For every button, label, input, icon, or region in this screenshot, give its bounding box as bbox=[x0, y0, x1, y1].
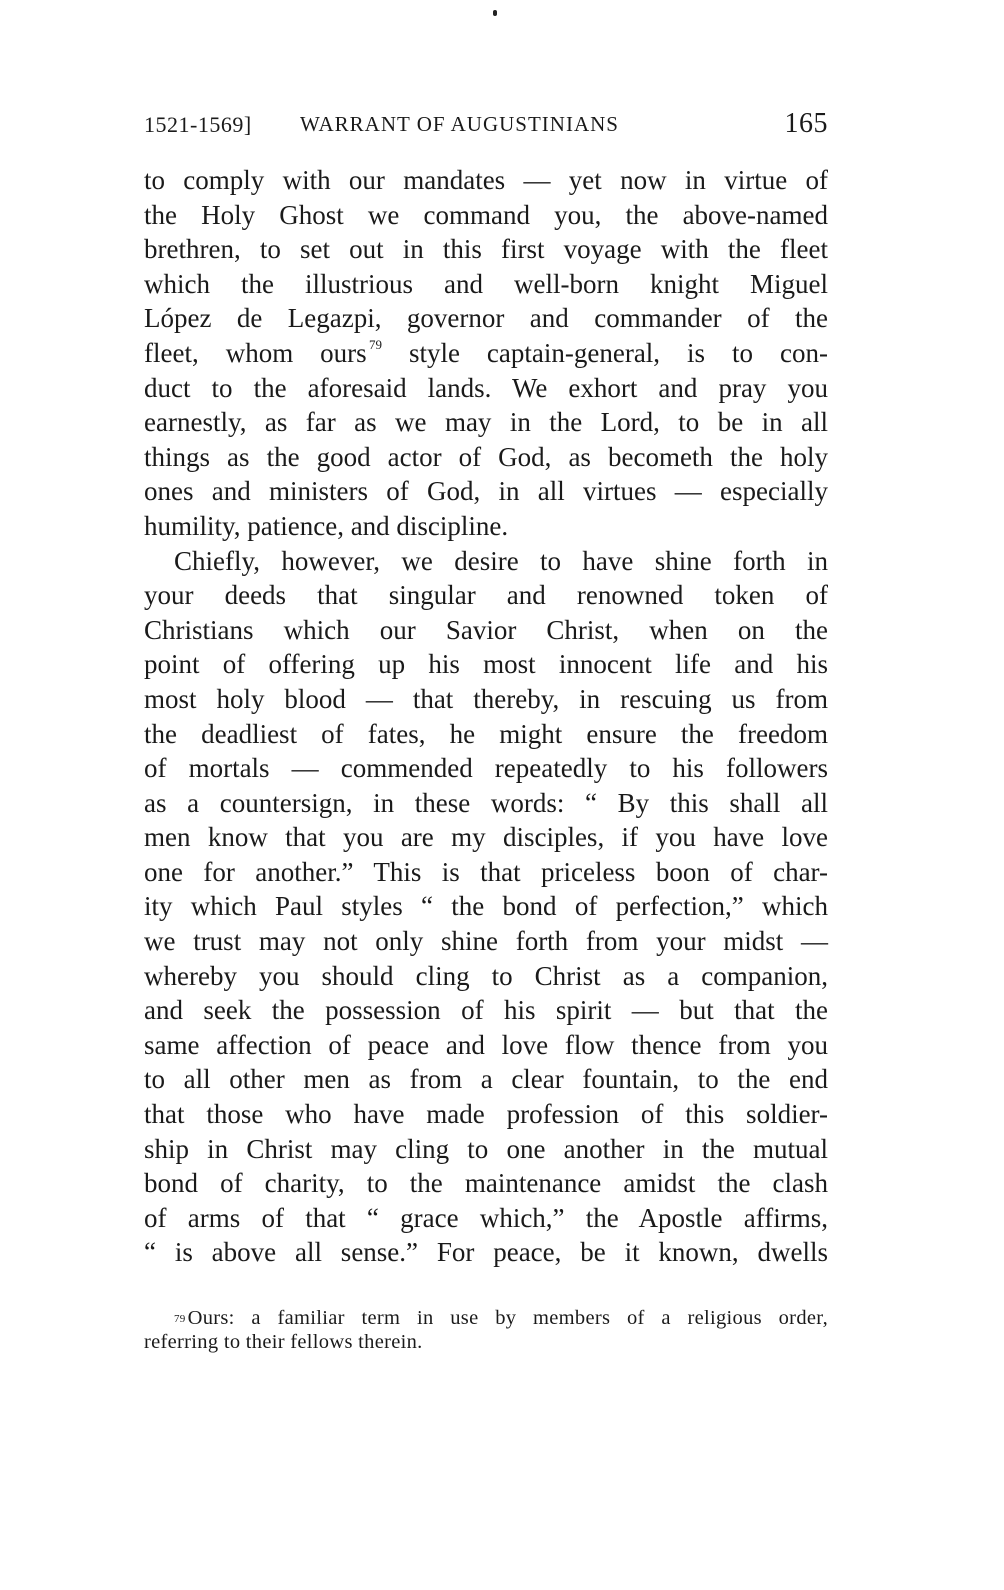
text-line: ship in Christ may cling to one another in the mutual bbox=[144, 1133, 828, 1164]
text-line: of mortals — commended repeatedly to his followers bbox=[144, 753, 828, 784]
running-title: WARRANT OF AUGUSTINIANS bbox=[300, 112, 619, 136]
text-line: of arms of that “ grace which,” the Apostle affirms, bbox=[144, 1202, 828, 1233]
text-line: most holy blood — that thereby, in rescuing us from bbox=[144, 683, 828, 714]
footnote-marker: 79 bbox=[174, 1313, 186, 1325]
text-line: your deeds that singular and renowned token of bbox=[144, 580, 828, 611]
page-number: 165 bbox=[784, 108, 828, 139]
text-line: the deadliest of fates, he might ensure the freedom bbox=[144, 718, 828, 749]
body-text bbox=[144, 163, 828, 1270]
text-line-with-footnote-ref bbox=[144, 336, 828, 371]
text-line: ones and ministers of God, in all virtues — especially bbox=[144, 476, 828, 507]
paragraph-start-line: Chiefly, however, we desire to have shine forth in bbox=[174, 545, 828, 576]
text-line: humility, patience, and discipline. bbox=[144, 510, 509, 541]
text-line: and seek the possession of his spirit — but that the bbox=[144, 995, 828, 1026]
text-line: whereby you should cling to Christ as a companion, bbox=[144, 960, 828, 991]
text-line: duct to the aforesaid lands. We exhort and pray you bbox=[144, 372, 828, 403]
text-line: same affection of peace and love flow thence from you bbox=[144, 1029, 828, 1060]
footnote-line: referring to their fellows therein. bbox=[144, 1331, 423, 1353]
text-line: earnestly, as far as we may in the Lord, to be in all bbox=[144, 407, 828, 438]
date-range: 1521-1569] bbox=[144, 112, 252, 137]
running-head bbox=[144, 106, 828, 142]
text-line: point of offering up his most innocent life and his bbox=[144, 649, 828, 680]
text-line: that those who have made profession of this soldier- bbox=[144, 1099, 828, 1130]
text-line: bond of charity, to the maintenance amidst the clash bbox=[144, 1168, 828, 1199]
footnote-text: Ours: a familiar term in use by members of a religious order, bbox=[187, 1307, 828, 1329]
footnote-reference: 79 bbox=[368, 336, 382, 352]
text-line: one for another.” This is that priceless boon of char- bbox=[144, 856, 828, 887]
text-line: things as the good actor of God, as becometh the holy bbox=[144, 441, 828, 472]
text-line: “ is above all sense.” For peace, be it known, dwells bbox=[144, 1237, 828, 1268]
text-line: López de Legazpi, governor and commander of the bbox=[144, 303, 828, 334]
print-speck bbox=[493, 10, 497, 16]
text-line: to all other men as from a clear fountain, to the end bbox=[144, 1064, 828, 1095]
text-line: to comply with our mandates — yet now in virtue of bbox=[144, 165, 828, 195]
footnote-line bbox=[144, 1306, 828, 1330]
text-fragment: style captain-general, is to con- bbox=[408, 337, 828, 368]
text-fragment: fleet, whom ours bbox=[144, 337, 367, 368]
text-line: as a countersign, in these words: “ By this shall all bbox=[144, 787, 828, 818]
text-line: which the illustrious and well-born knight Miguel bbox=[144, 268, 828, 299]
text-line: we trust may not only shine forth from your midst — bbox=[144, 926, 828, 957]
text-line: men know that you are my disciples, if you have love bbox=[144, 822, 828, 853]
text-line: brethren, to set out in this first voyage with the fleet bbox=[144, 234, 828, 265]
text-line: ity which Paul styles “ the bond of perfection,” which bbox=[144, 891, 828, 922]
footnote bbox=[144, 1306, 828, 1354]
text-line: the Holy Ghost we command you, the above-named bbox=[144, 199, 828, 230]
text-line: Christians which our Savior Christ, when on the bbox=[144, 614, 828, 645]
